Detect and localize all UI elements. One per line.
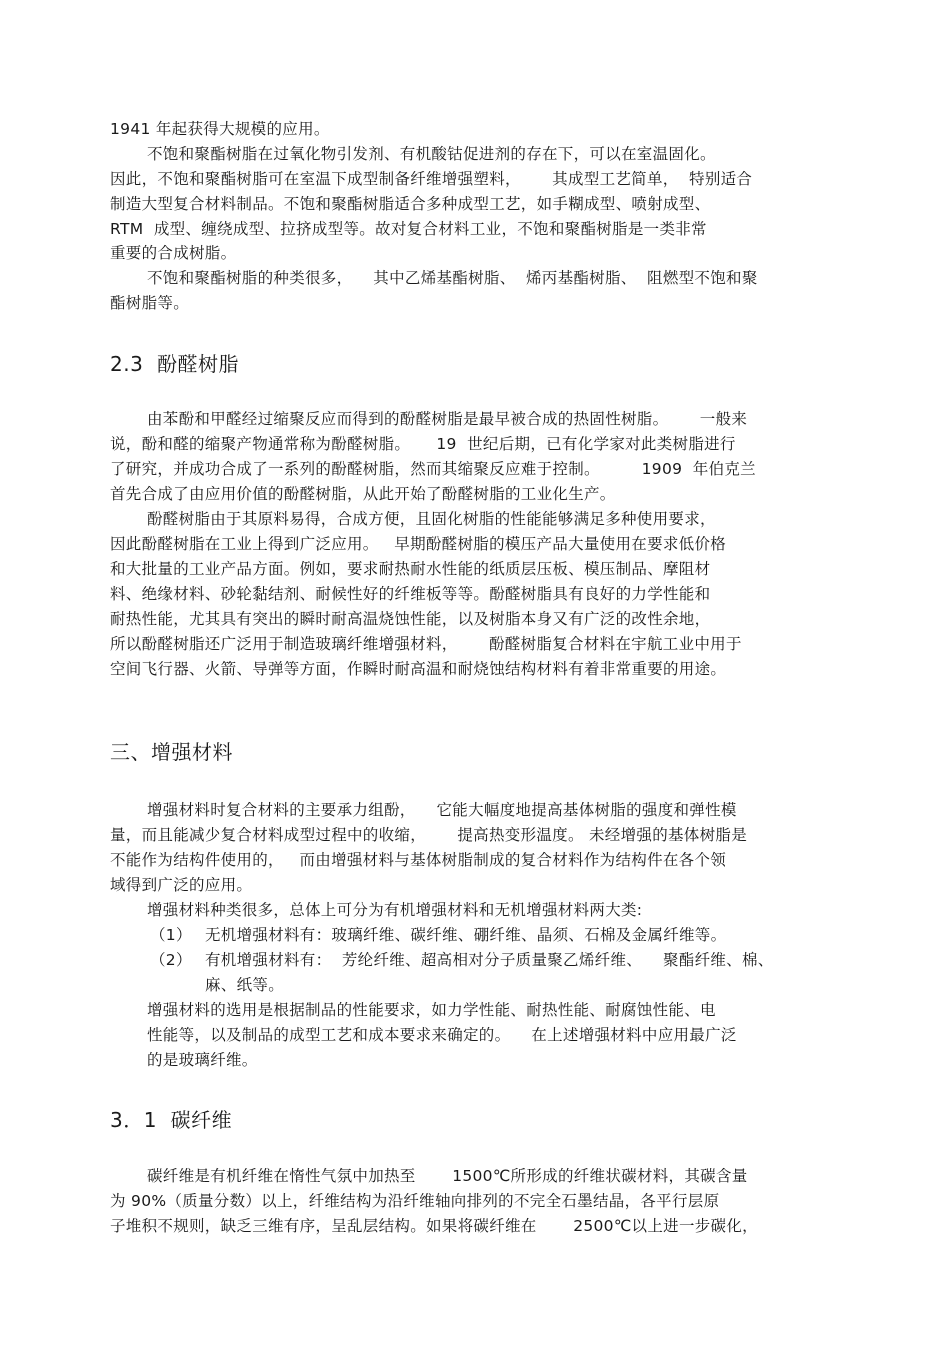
paragraph-7-line: 的是玻璃纤维。 (147, 1051, 258, 1069)
list-marker: （1） (150, 926, 192, 944)
paragraph-5-line: 量，而且能减少复合材料成型过程中的收缩， 提高热变形温度。 未经增强的基体树脂是 (110, 826, 747, 844)
paragraph-8-line: 为 90%（质量分数）以上，纤维结构为沿纤维轴向排列的不完全石墨结晶，各平行层原 (110, 1192, 720, 1210)
paragraph-6-line: 增强材料种类很多，总体上可分为有机增强材料和无机增强材料两大类: (147, 901, 643, 919)
list-item-continuation: 麻、纸等。 (205, 976, 285, 994)
paragraph-5-line: 域得到广泛的应用。 (110, 876, 253, 894)
paragraph-1-line: 1941 年起获得大规模的应用。 (110, 120, 330, 138)
paragraph-4-line: 和大批量的工业产品方面。例如，要求耐热耐水性能的纸质层压板、模压制品、摩阻材 (110, 560, 711, 578)
paragraph-5-line: 不能作为结构件使用的， 而由增强材料与基体树脂制成的复合材料作为结构件在各个领 (110, 851, 727, 869)
paragraph-8-line: 碳纤维是有机纤维在惰性气氛中加热至 1500℃所形成的纤维状碳材料，其碳含量 (147, 1167, 748, 1185)
paragraph-8-line: 子堆积不规则，缺乏三维有序，呈乱层结构。如果将碳纤维在 2500℃以上进一步碳化， (110, 1217, 758, 1235)
paragraph-2-line: 酯树脂等。 (110, 294, 190, 312)
section-heading-3: 三、增强材料 (110, 740, 233, 764)
paragraph-3-line: 了研究，并成功合成了一系列的酚醛树脂，然而其缩聚反应难于控制。 1909 年伯克兰 (110, 460, 756, 478)
list-marker: （2） (150, 951, 192, 969)
paragraph-1-line: 重要的合成树脂。 (110, 244, 237, 262)
paragraph-4-line: 料、绝缘材料、砂轮黏结剂、耐候性好的纤维板等等。酚醛树脂具有良好的力学性能和 (110, 585, 711, 603)
section-heading-2-3: 2.3 酚醛树脂 (110, 352, 240, 376)
paragraph-1-line: RTM 成型、缠绕成型、拉挤成型等。故对复合材料工业，不饱和聚酯树脂是一类非常 (110, 220, 707, 238)
paragraph-3-line: 由苯酚和甲醛经过缩聚反应而得到的酚醛树脂是最早被合成的热固性树脂。 一般来 (147, 410, 748, 428)
paragraph-7-line: 性能等，以及制品的成型工艺和成本要求来确定的。 在上述增强材料中应用最广泛 (147, 1026, 737, 1044)
paragraph-3-line: 首先合成了由应用价值的酚醛树脂，从此开始了酚醛树脂的工业化生产。 (110, 485, 616, 503)
paragraph-5-line: 增强材料时复合材料的主要承力组酚， 它能大幅度地提高基体树脂的强度和弹性模 (147, 801, 737, 819)
paragraph-1-line: 不饱和聚酯树脂在过氧化物引发剂、有机酸钴促进剂的存在下，可以在室温固化。 (147, 145, 716, 163)
list-item-text: 无机增强材料有：玻璃纤维、碳纤维、硼纤维、晶须、石棉及金属纤维等。 (205, 926, 727, 944)
paragraph-3-line: 说，酚和醛的缩聚产物通常称为酚醛树脂。 19 世纪后期，已有化学家对此类树脂进行 (110, 435, 736, 453)
paragraph-1-line: 因此，不饱和聚酯树脂可在室温下成型制备纤维增强塑料， 其成型工艺简单， 特别适合 (110, 170, 753, 188)
paragraph-7-line: 增强材料的选用是根据制品的性能要求，如力学性能、耐热性能、耐腐蚀性能、电 (147, 1001, 716, 1019)
paragraph-2-line: 不饱和聚酯树脂的种类很多， 其中乙烯基酯树脂、 烯丙基酯树脂、 阻燃型不饱和聚 (147, 269, 758, 287)
paragraph-1-line: 制造大型复合材料制品。不饱和聚酯树脂适合多种成型工艺，如手糊成型、喷射成型、 (110, 195, 711, 213)
paragraph-4-line: 耐热性能，尤其具有突出的瞬时耐高温烧蚀性能，以及树脂本身又有广泛的改性余地， (110, 610, 711, 628)
section-heading-3-1: 3．1 碳纤维 (110, 1108, 233, 1132)
paragraph-4-line: 因此酚醛树脂在工业上得到广泛应用。 早期酚醛树脂的模压产品大量使用在要求低价格 (110, 535, 727, 553)
paragraph-4-line: 空间飞行器、火箭、导弹等方面，作瞬时耐高温和耐烧蚀结构材料有着非常重要的用途。 (110, 660, 727, 678)
paragraph-4-line: 所以酚醛树脂还广泛用于制造玻璃纤维增强材料， 酚醛树脂复合材料在宇航工业中用于 (110, 635, 742, 653)
paragraph-4-line: 酚醛树脂由于其原料易得，合成方便，且固化树脂的性能能够满足多种使用要求， (147, 510, 716, 528)
list-item-text: 有机增强材料有： 芳纶纤维、超高相对分子质量聚乙烯纤维、 聚酯纤维、棉、 (205, 951, 774, 969)
